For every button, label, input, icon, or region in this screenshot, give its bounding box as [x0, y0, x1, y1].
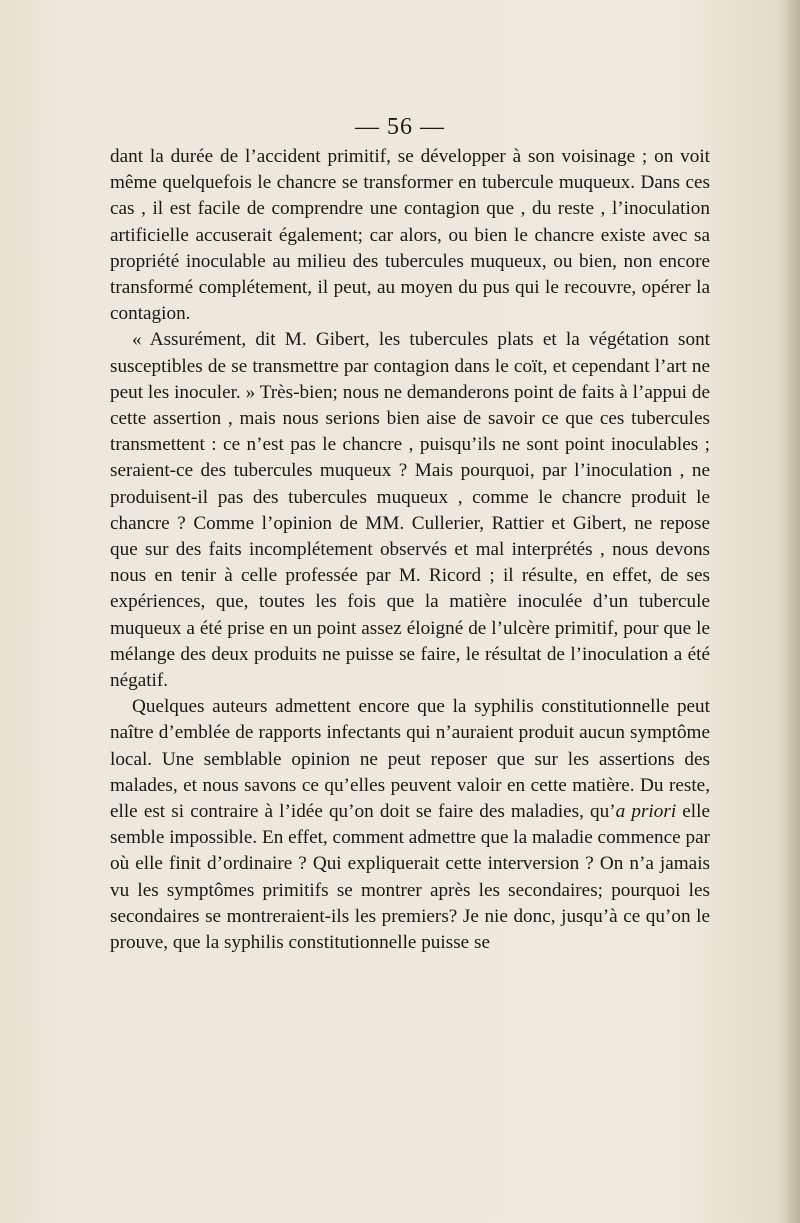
page-number: — 56 —	[355, 114, 445, 140]
paragraph-3	[110, 694, 710, 956]
page-edge-shadow	[782, 0, 800, 1223]
body-text	[110, 144, 710, 956]
paragraph-2	[110, 327, 710, 694]
paragraph-2-text: « Assurément, dit M. Gibert, les tubercules plats et la végétation sont susceptibles de se transmettre par contagion dans le coït, et cependant l’art ne peut les inoculer. » Très-bien; nous ne demanderons point de faits à l’appui de cette assertion , mais nous serions bien aise de savoir ce que ces tubercules transmettent : ce n’est pas le chancre , puisqu’ils ne sont point inoculables ; seraient-ce des tubercules muqueux ? Mais pourquoi, par l’inoculation , ne produisent-il pas des tubercules muqueux , comme le chancre produit le chancre ? Comme l’opinion de MM. Cullerier, Rattier et Gibert, ne repose que sur des faits incomplétement observés et mal interprétés , nous devons nous en tenir à celle professée par M. Ricord ; il résulte, en effet, de ses expériences, que, toutes les fois que la matière inoculée d’un tubercule muqueux a été prise en un point assez éloigné de l’ulcère primitif, pour que le mélange des deux produits ne puisse se faire, le résultat de l’inoculation a été négatif.	[110, 329, 710, 692]
paragraph-3-text-end: elle semble impossible. En effet, comment admettre que la maladie commence par où elle finit d’ordinaire ? Qui expliquerait cette interversion ? On n’a jamais vu les symptômes primitifs se montrer après les secondaires; pourquoi les secondaires se montreraient-ils les premiers? Je nie donc, jusqu’à ce qu’on le prouve, que la syphilis constitutionnelle puisse se	[110, 801, 710, 954]
paragraph-3-text-start: Quelques auteurs admettent encore que la syphilis constitutionnelle peut naître d’emblée de rapports infectants qui n’auraient produit aucun symptôme local. Une semblable opinion ne peut reposer que sur les assertions des malades, et nous savons ce qu’elles peuvent valoir en cette matière. Du reste, elle est si contraire à l’idée qu’on doit se faire des maladies, qu’	[110, 696, 710, 823]
paragraph-1	[110, 144, 710, 327]
paragraph-1-text: dant la durée de l’accident primitif, se développer à son voisinage ; on voit même quelquefois le chancre se transformer en tubercule muqueux. Dans ces cas , il est facile de comprendre une contagion que , du reste , l’inoculation artificielle accuserait également; car alors, ou bien le chancre existe avec sa propriété inoculable au milieu des tubercules muqueux, ou bien, non encore transformé complétement, il peut, au moyen du pus qui le recouvre, opérer la contagion.	[110, 146, 710, 325]
paragraph-3-italic-a-priori: a priori	[615, 801, 677, 823]
